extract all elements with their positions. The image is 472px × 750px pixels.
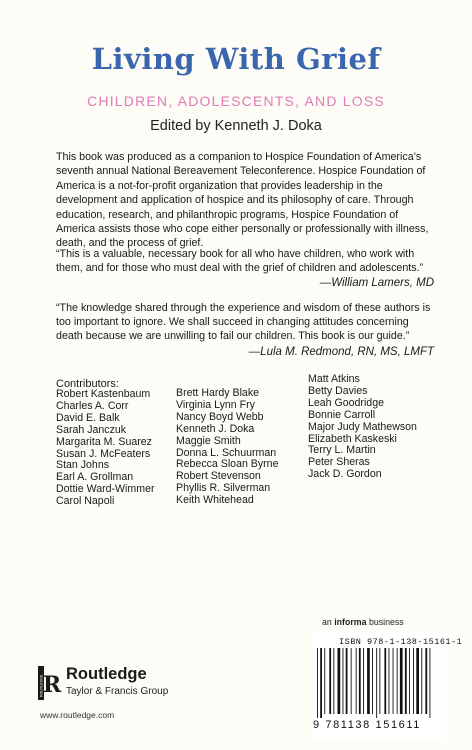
contributors-column-1 <box>56 389 154 508</box>
contributor-name: Nancy Boyd Webb <box>176 410 264 423</box>
barcode-bar <box>372 648 373 714</box>
barcode-bar <box>393 648 394 714</box>
barcode-bar <box>317 648 318 718</box>
informa-suffix: business <box>366 617 404 627</box>
barcode-bar <box>359 648 361 714</box>
contributors-column-3 <box>308 374 417 481</box>
barcode-bar <box>397 648 398 714</box>
isbn-text: ISBN 978-1-138-15161-1 <box>339 637 463 647</box>
barcode-bar <box>343 648 344 714</box>
barcode-bar <box>379 648 380 714</box>
book-description: This book was produced as a companion to Hospice Foundation of America’s seventh annual National Bereavement Teleconference. Hospice Foundation of America is a not-for-profit organization that provides leadership in the development and application of hospice and its philosophy of care. Through education, research, and philanthropic programs, Hospice Foundation of America assists those who cope either personally or professionally with illness, death, and the process of grief. <box>56 151 429 250</box>
contributor-name: Peter Sheras <box>308 456 370 469</box>
contributor-name: Rebecca Sloan Byrne <box>176 458 279 471</box>
barcode-bar <box>405 648 407 714</box>
endorsement-quote <box>56 247 434 291</box>
contributor-name: Stan Johns <box>56 459 110 472</box>
barcode-bar <box>425 648 427 714</box>
barcode-bar <box>346 648 348 714</box>
contributor-name: Susan J. McFeaters <box>56 447 151 460</box>
contributor-name: Virginia Lynn Fry <box>176 398 255 411</box>
barcode-bar <box>416 648 419 714</box>
barcode-bar <box>384 648 386 714</box>
barcode-bar <box>367 648 370 714</box>
contributor-name: Sarah Janczuk <box>56 423 127 436</box>
barcode-bar <box>338 648 341 714</box>
book-title: Living With Grief <box>91 42 381 76</box>
barcode-bar <box>356 648 357 714</box>
publisher-group: Taylor & Francis Group <box>66 686 169 697</box>
contributor-name: Betty Davies <box>308 384 368 397</box>
publisher-name: Routledge <box>66 665 147 683</box>
informa-brand: informa <box>334 617 367 627</box>
quote-text: “This is a valuable, necessary book for all who have children, who work with them, and for those who must deal with the grief of children and adolescents.” <box>56 248 424 275</box>
barcode-bar <box>329 648 331 714</box>
contributor-name: Charles A. Corr <box>56 399 129 412</box>
barcode-bar <box>351 648 352 714</box>
contributor-name: Matt Atkins <box>308 373 360 385</box>
svg-text:R: R <box>42 672 62 698</box>
contributor-name: David E. Balk <box>56 411 120 424</box>
quote-attribution: —William Lamers, MD <box>319 277 434 290</box>
contributor-name: Dottie Ward-Wimmer <box>56 483 155 496</box>
svg-text:ROUTLEDGE: ROUTLEDGE <box>39 674 44 697</box>
contributor-name: Jack D. Gordon <box>308 468 382 481</box>
contributor-name: Keith Whitehead <box>176 494 254 507</box>
barcode-bar <box>320 648 322 718</box>
contributor-name: Earl A. Grollman <box>56 471 134 484</box>
barcode-bar <box>409 648 410 714</box>
contributor-name: Phyllis R. Silverman <box>176 482 271 495</box>
contributor-name: Maggie Smith <box>176 434 241 447</box>
publisher-url: www.routledge.com <box>40 710 115 720</box>
routledge-logo-icon <box>38 666 62 700</box>
contributor-name: Donna L. Schuurman <box>176 446 277 459</box>
book-subtitle: CHILDREN, ADOLESCENTS, AND LOSS <box>87 93 385 109</box>
barcode-bar <box>421 648 422 714</box>
contributor-name: Brett Hardy Blake <box>176 387 260 399</box>
barcode-bar <box>363 648 364 714</box>
informa-prefix: an <box>322 617 335 627</box>
barcode-bar <box>324 648 325 714</box>
barcode-graphic <box>313 648 447 718</box>
quote-attribution: —Lula M. Redmond, RN, MS, LMFT <box>248 345 434 358</box>
contributor-name: Elizabeth Kaskeski <box>308 432 397 445</box>
contributor-name: Carol Napoli <box>56 495 115 508</box>
quote-text: “The knowledge shared through the experience and wisdom of these authors is too important to ignore. We shall succeed in changing attitudes concerning death because we are unwilling to fail our children. This book is our guide.” <box>56 302 431 343</box>
barcode-bar <box>400 648 403 714</box>
barcode-number: 9 781138 151611 <box>313 719 422 731</box>
contributor-name: Margarita M. Suarez <box>56 435 152 448</box>
contributor-name: Leah Goodridge <box>308 396 384 409</box>
contributor-name: Terry L. Martin <box>308 444 376 457</box>
barcode-bar <box>389 648 390 714</box>
contributor-name: Kenneth J. Doka <box>176 422 255 435</box>
contributors-column-2 <box>176 388 278 507</box>
contributor-name: Robert Stevenson <box>176 470 261 483</box>
barcode-bar <box>333 648 334 714</box>
endorsement-quote <box>56 301 434 359</box>
contributors-heading: Contributors: <box>56 378 119 390</box>
contributor-name: Bonnie Carroll <box>308 408 376 421</box>
barcode-bar <box>413 648 414 714</box>
contributor-name: Robert Kastenbaum <box>56 388 151 400</box>
informa-business-tag <box>322 617 404 627</box>
barcode-bar <box>430 648 431 718</box>
editor-credit: Edited by Kenneth J. Doka <box>150 118 322 134</box>
contributor-name: Major Judy Mathewson <box>308 420 417 433</box>
barcode-bar <box>376 648 377 718</box>
